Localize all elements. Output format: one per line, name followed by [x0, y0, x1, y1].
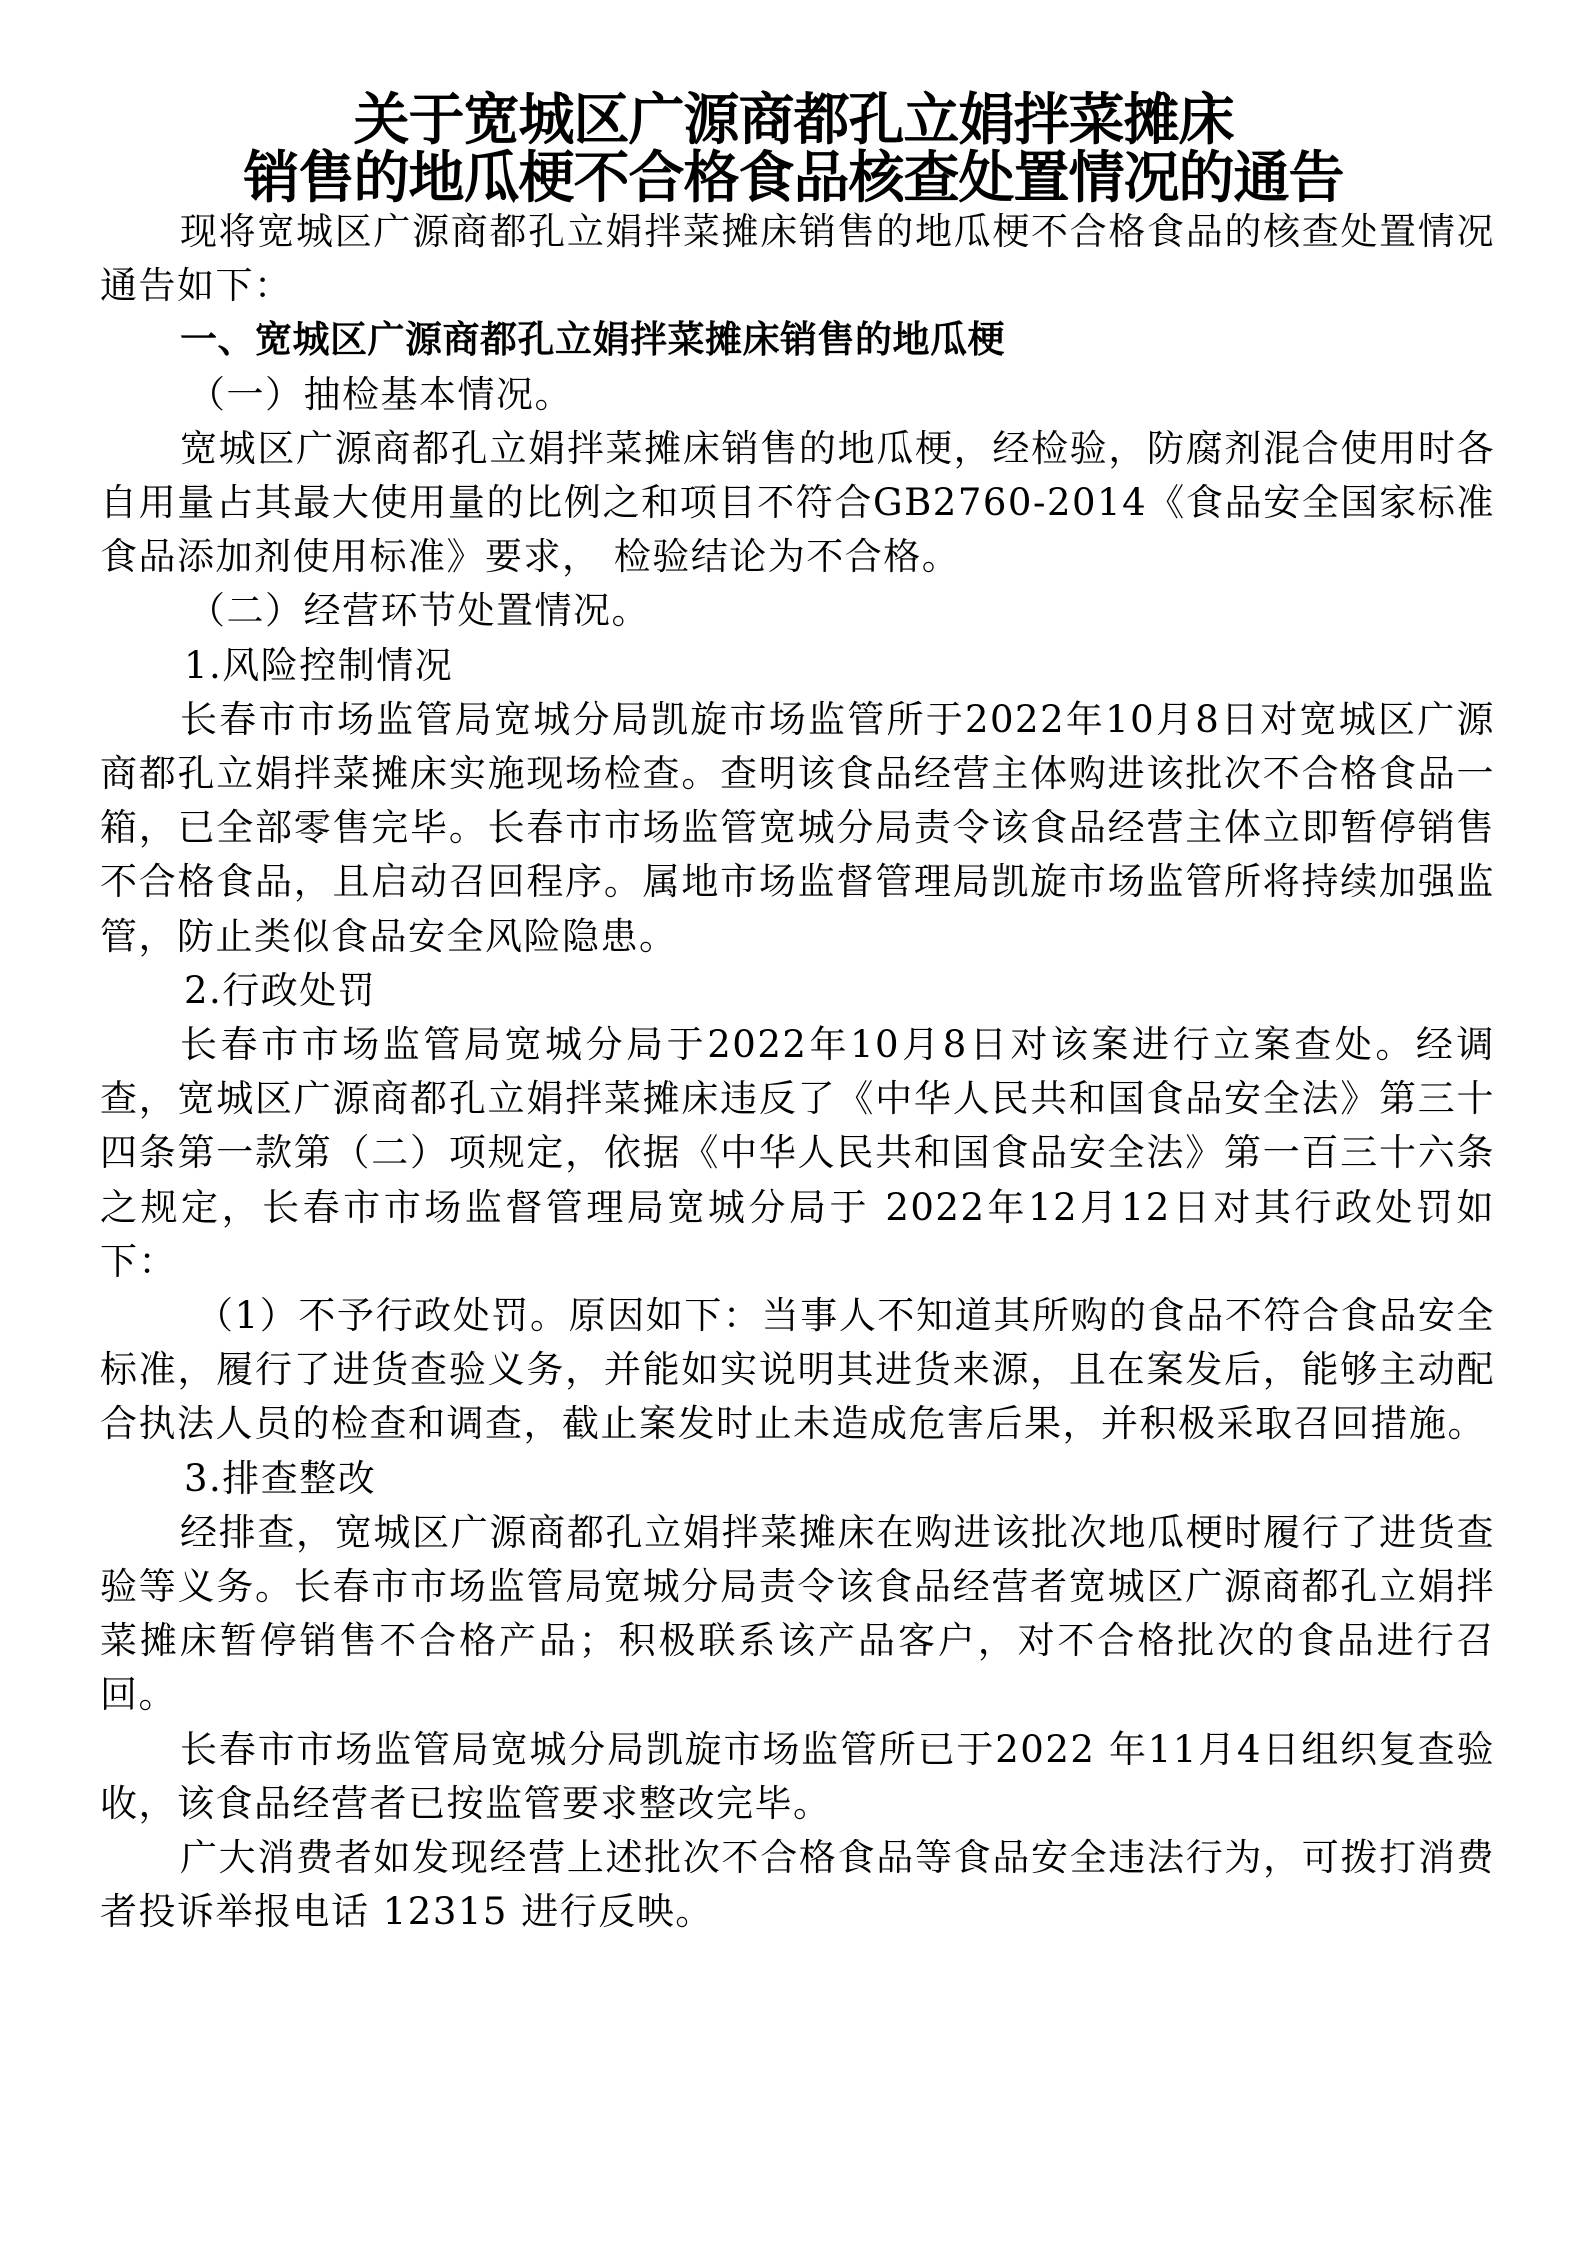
intro-paragraph: 现将宽城区广源商都孔立娟拌菜摊床销售的地瓜梗不合格食品的核查处置情况通告如下：: [100, 210, 1495, 308]
item-2-measure-paragraph: （1）不予行政处罚。原因如下：当事人不知道其所购的食品不符合食品安全标准，履行了进货查验义务，并能如实说明其进货来源，且在案发后，能够主动配合执法人员的检查和调查，截止案发时止未造成危害后果，并积极采取召回措施。: [100, 1294, 1495, 1446]
document-title-line-1: 关于宽城区广源商都孔立娟拌菜摊床: [353, 87, 1234, 153]
closing-paragraph: 广大消费者如发现经营上述批次不合格食品等食品安全违法行为，可拨打消费者投诉举报电话 12315 进行反映。: [100, 1836, 1495, 1934]
item-3-heading: 3.排查整改: [184, 1456, 377, 1500]
subsection-2-heading: （二）经营环节处置情况。: [188, 589, 650, 633]
item-2-paragraph: 长春市市场监管局宽城分局于2022年10月8日对该案进行立案查处。经调查，宽城区广源商都孔立娟拌菜摊床违反了《中华人民共和国食品安全法》第三十四条第一款第（二）项规定，依据《中华人民共和国食品安全法》第一百三十六条之规定，长春市市场监督管理局宽城分局于 2022年12月12日对其行政处罚如下：: [100, 1023, 1495, 1283]
subsection-1-heading: （一）抽检基本情况。: [188, 372, 573, 416]
item-3-paragraph: 经排查，宽城区广源商都孔立娟拌菜摊床在购进该批次地瓜梗时履行了进货查验等义务。长春市市场监管局宽城分局责令该食品经营者宽城区广源商都孔立娟拌菜摊床暂停销售不合格产品；积极联系该产品客户，对不合格批次的食品进行召回。: [100, 1510, 1495, 1717]
item-2-heading: 2.行政处罚: [184, 968, 377, 1012]
subsection-1-paragraph: 宽城区广源商都孔立娟拌菜摊床销售的地瓜梗，经检验，防腐剂混合使用时各自用量占其最大使用量的比例之和项目不符合GB2760-2014《食品安全国家标准 食品添加剂使用标准》要求， 检验结论为不合格。: [100, 426, 1495, 579]
item-1-paragraph: 长春市市场监管局宽城分局凯旋市场监管所于2022年10月8日对宽城区广源商都孔立娟拌菜摊床实施现场检查。查明该食品经营主体购进该批次不合格食品一箱，已全部零售完毕。长春市市场监管宽城分局责令该食品经营主体立即暂停销售不合格食品，且启动召回程序。属地市场监督管理局凯旋市场监管所将持续加强监管，防止类似食品安全风险隐患。: [100, 697, 1495, 958]
item-1-heading: 1.风险控制情况: [184, 643, 454, 687]
followup-paragraph: 长春市市场监管局宽城分局凯旋市场监管所已于2022 年11月4日组织复查验收，该食品经营者已按监管要求整改完毕。: [100, 1727, 1495, 1825]
document-body: [100, 205, 1495, 1940]
document-title-line-2: 销售的地瓜梗不合格食品核查处置情况的通告: [243, 145, 1344, 211]
section-1-heading: 一、宽城区广源商都孔立娟拌菜摊床销售的地瓜梗: [180, 318, 1005, 362]
